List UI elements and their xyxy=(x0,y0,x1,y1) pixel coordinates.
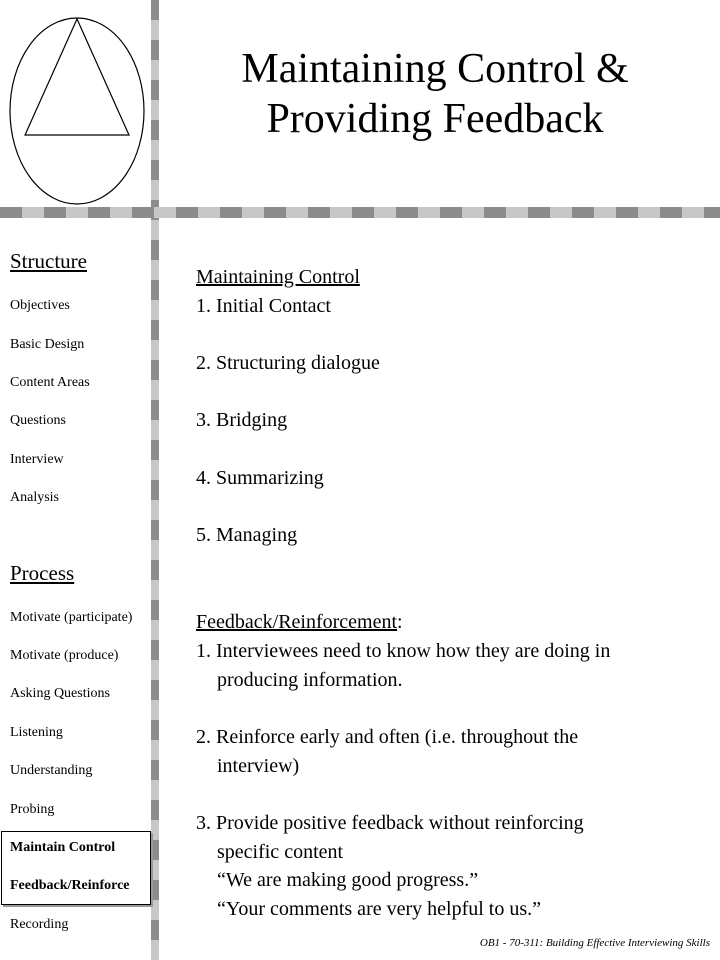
nav-item-interview[interactable]: Interview xyxy=(10,452,64,467)
nav-item-motivate-participate[interactable]: Motivate (participate) xyxy=(10,610,133,625)
control-heading: Maintaining Control xyxy=(196,266,360,288)
nav-item-basic-design[interactable]: Basic Design xyxy=(10,337,85,352)
nav-item-content-areas[interactable]: Content Areas xyxy=(10,375,90,390)
feedback-item-3-line-1: 3. Provide positive feedback without reinforcing xyxy=(196,812,584,834)
feedback-item-1-line-2: producing information. xyxy=(217,669,403,691)
control-item: 1. Initial Contact xyxy=(196,295,331,317)
feedback-item-3-line-2: specific content xyxy=(217,841,344,863)
title-line-2: Providing Feedback xyxy=(266,96,604,142)
feedback-colon: : xyxy=(397,611,403,633)
nav-item-recording[interactable]: Recording xyxy=(10,917,69,932)
nav-item-analysis[interactable]: Analysis xyxy=(10,490,59,505)
nav-item-maintain-control[interactable]: Maintain Control xyxy=(10,840,116,855)
process-heading[interactable]: Process xyxy=(10,561,75,585)
feedback-item-2-line-1: 2. Reinforce early and often (i.e. throughout the xyxy=(196,726,579,748)
feedback-heading: Feedback/Reinforcement xyxy=(196,611,398,633)
feedback-heading-line xyxy=(196,608,403,637)
feedback-item-1-line-1: 1. Interviewees need to know how they are doing in xyxy=(196,640,611,662)
control-item: 5. Managing xyxy=(196,524,298,546)
triangle-circle-logo xyxy=(8,16,148,206)
nav-item-motivate-produce[interactable]: Motivate (produce) xyxy=(10,648,119,663)
page-title xyxy=(180,44,690,144)
vertical-divider xyxy=(151,0,159,960)
nav-item-asking-questions[interactable]: Asking Questions xyxy=(10,686,110,701)
control-item: 3. Bridging xyxy=(196,409,288,431)
nav-item-questions[interactable]: Questions xyxy=(10,413,66,428)
nav-item-understanding[interactable]: Understanding xyxy=(10,763,93,778)
nav-item-feedback-reinforce[interactable]: Feedback/Reinforce xyxy=(10,878,130,893)
feedback-item-2-line-2: interview) xyxy=(217,755,300,777)
structure-heading[interactable]: Structure xyxy=(10,249,87,273)
nav-item-listening[interactable]: Listening xyxy=(10,725,63,740)
feedback-quote-2: “Your comments are very helpful to us.” xyxy=(217,898,542,920)
title-line-1: Maintaining Control & xyxy=(241,46,629,92)
feedback-quote-1: “We are making good progress.” xyxy=(217,869,479,891)
control-item: 2. Structuring dialogue xyxy=(196,352,380,374)
horizontal-divider xyxy=(0,207,720,218)
course-footer: OB1 - 70-311: Building Effective Interviewing Skills xyxy=(479,937,710,949)
nav-item-objectives[interactable]: Objectives xyxy=(10,298,70,313)
control-item: 4. Summarizing xyxy=(196,467,324,489)
nav-item-probing[interactable]: Probing xyxy=(10,802,55,817)
